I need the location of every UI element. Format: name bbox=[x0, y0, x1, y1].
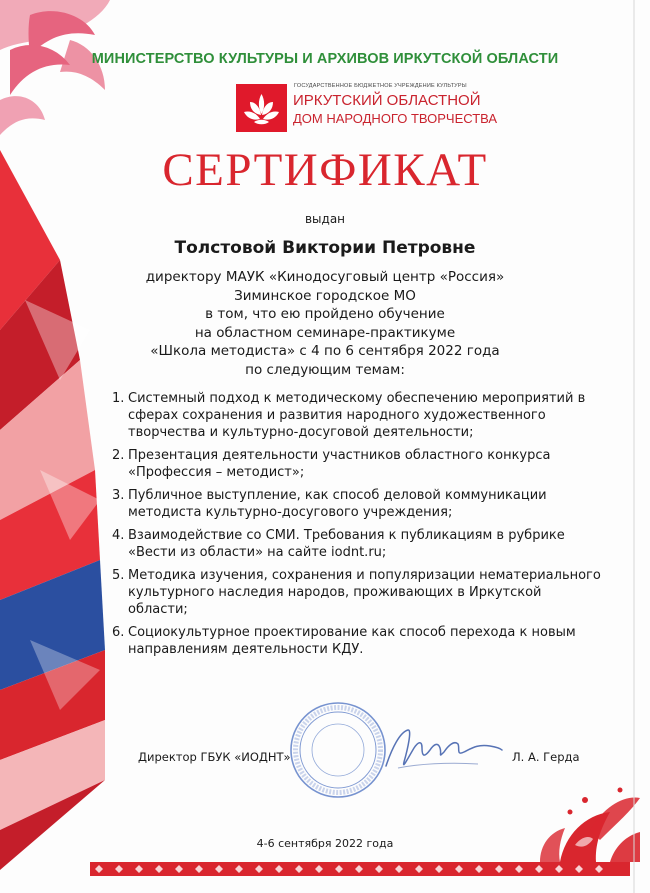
logo-title-line1: ИРКУТСКИЙ ОБЛАСТНОЙ bbox=[293, 92, 481, 109]
certificate-title: СЕРТИФИКАТ bbox=[162, 144, 488, 196]
topic-item bbox=[112, 487, 602, 521]
description-line: «Школа методиста» с 4 по 6 сентября 2022 года bbox=[150, 343, 500, 360]
topic-text: Методика изучения, сохранения и популяризации нематериального культурного наследия народов, проживающих в Иркутской области; bbox=[128, 568, 601, 617]
topic-text: Социокультурное проектирование как способ перехода к новым направлениям деятельности КДУ. bbox=[128, 625, 576, 657]
ministry-header: МИНИСТЕРСТВО КУЛЬТУРЫ И АРХИВОВ ИРКУТСКОЙ ОБЛАСТИ bbox=[91, 51, 559, 67]
organization-stamp bbox=[288, 700, 388, 800]
topic-number: 5. bbox=[112, 568, 125, 583]
description-line: директору МАУК «Кинодосуговый центр «Россия» bbox=[145, 269, 505, 285]
recipient-name: Толстовой Виктории Петровне bbox=[174, 238, 476, 258]
topic-number: 2. bbox=[112, 448, 125, 463]
topic-number: 6. bbox=[112, 625, 125, 640]
topic-number: 1. bbox=[112, 391, 125, 406]
topic-text: Системный подход к методическому обеспечению мероприятий в сферах сохранения и развития народного художественного творчества и культурно-досуговой деятельности; bbox=[128, 391, 586, 440]
top-left-floral-ornament bbox=[0, 0, 110, 135]
logo-flower-emblem bbox=[236, 84, 287, 132]
topic-item bbox=[112, 624, 602, 658]
topic-text: Публичное выступление, как способ деловой коммуникации методиста культурно-досугового учреждения; bbox=[128, 488, 547, 520]
topics-list bbox=[112, 390, 602, 664]
stamp-seal-icon bbox=[288, 700, 388, 800]
topic-number: 4. bbox=[112, 528, 125, 543]
left-stripes-decoration bbox=[0, 150, 105, 870]
issued-label: выдан bbox=[304, 212, 346, 226]
certificate-description bbox=[0, 268, 650, 380]
topic-text: Презентация деятельности участников областного конкурса «Профессия – методист»; bbox=[128, 448, 551, 480]
flower-icon bbox=[236, 84, 287, 132]
bottom-right-floral-ornament bbox=[540, 788, 640, 863]
certificate-date: 4-6 сентября 2022 года bbox=[256, 837, 394, 850]
director-name: Л. А. Герда bbox=[512, 750, 580, 764]
topic-item bbox=[112, 390, 602, 441]
logo-title-line2: ДОМ НАРОДНОГО ТВОРЧЕСТВА bbox=[293, 111, 498, 126]
topic-text: Взаимодействие со СМИ. Требования к публикациям в рубрике «Вести из области» на сайте iodnt.ru; bbox=[128, 528, 565, 560]
organization-logo bbox=[236, 82, 498, 142]
topic-number: 3. bbox=[112, 488, 125, 503]
topic-item bbox=[112, 527, 602, 561]
handwritten-signature bbox=[378, 718, 508, 788]
description-line: по следующим темам: bbox=[245, 361, 405, 378]
topic-item bbox=[112, 567, 602, 618]
director-title: Директор ГБУК «ИОДНТ» bbox=[138, 750, 291, 764]
description-line: в том, что ею пройдено обучение bbox=[205, 306, 445, 323]
description-line: Зиминское городское МО bbox=[234, 287, 416, 304]
logo-subtitle: ГОСУДАРСТВЕННОЕ БЮДЖЕТНОЕ УЧРЕЖДЕНИЕ КУЛЬТУРЫ bbox=[294, 83, 467, 89]
topic-item bbox=[112, 447, 602, 481]
description-line: на областном семинаре-практикуме bbox=[194, 324, 456, 341]
